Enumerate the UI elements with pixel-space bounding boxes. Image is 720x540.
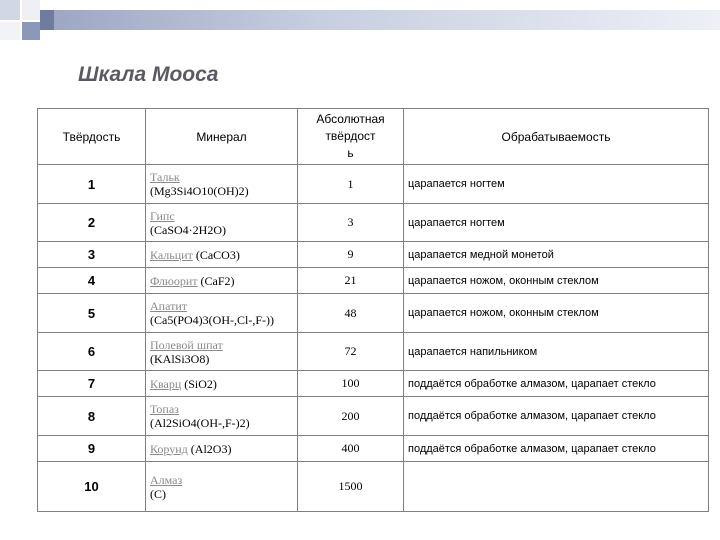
mineral-name-link[interactable]: Апатит: [150, 299, 188, 313]
header-absolute-line: твёрдост: [325, 129, 376, 143]
table-row: [38, 165, 709, 204]
hardness-value: 2: [38, 204, 146, 242]
absolute-hardness-value: 3: [298, 204, 404, 242]
workability-text: [404, 462, 709, 512]
mineral-cell: [146, 371, 298, 397]
table-row: [38, 436, 709, 462]
table-row: [38, 462, 709, 512]
hardness-value: 1: [38, 165, 146, 204]
mineral-formula: (C): [150, 486, 166, 501]
mineral-cell: [146, 436, 298, 462]
hardness-value: 8: [38, 397, 146, 436]
mineral-name-link[interactable]: Алмаз: [150, 472, 183, 487]
hardness-value: 6: [38, 333, 146, 371]
hardness-value: 10: [38, 462, 146, 512]
mineral-name-link[interactable]: Полевой шпат: [150, 337, 223, 352]
mineral-formula: (Al2O3): [190, 441, 232, 456]
absolute-hardness-value: 1: [298, 165, 404, 204]
mineral-cell: [146, 462, 298, 512]
mineral-name-link[interactable]: Флюорит: [150, 273, 198, 288]
mineral-name-link[interactable]: Кварц: [150, 376, 182, 391]
mineral-cell: [146, 333, 298, 371]
table-row: [38, 242, 709, 268]
mineral-cell: [146, 204, 298, 242]
mineral-formula: (CaSO4·2H2O): [150, 222, 226, 237]
table-row: [38, 204, 709, 242]
absolute-hardness-value: 200: [298, 397, 404, 436]
decor-square: [0, 0, 20, 20]
hardness-value: 4: [38, 268, 146, 294]
mineral-formula: (Mg3Si4O10(OH)2): [150, 184, 249, 198]
hardness-value: 9: [38, 436, 146, 462]
slide-title: Шкала Мооса: [78, 63, 219, 86]
absolute-hardness-value: 9: [298, 242, 404, 268]
mineral-formula: (KAlSi3O8): [150, 351, 210, 366]
workability-text: царапается ногтем: [404, 204, 709, 242]
header-mineral: Минерал: [146, 109, 298, 165]
mineral-formula: (Al2SiO4(OH-,F-)2): [150, 416, 250, 430]
hardness-value: 3: [38, 242, 146, 268]
workability-text: поддаётся обработке алмазом, царапает стекло: [404, 371, 709, 397]
workability-text: поддаётся обработке алмазом, царапает стекло: [404, 397, 709, 436]
mineral-cell: [146, 294, 298, 333]
mineral-name-link[interactable]: Кальцит: [150, 247, 193, 262]
mineral-name-link[interactable]: Тальк: [150, 170, 180, 184]
mineral-formula: (Ca5(PO4)3(OH-,Cl-,F-)): [150, 313, 274, 327]
absolute-hardness-value: 100: [298, 371, 404, 397]
mineral-cell: [146, 165, 298, 204]
workability-text: царапается ножом, оконным стеклом: [404, 268, 709, 294]
mineral-formula: (SiO2): [184, 376, 217, 391]
table-row: [38, 268, 709, 294]
table-header-row: [38, 109, 709, 165]
header-absolute-line: ь: [347, 146, 354, 160]
hardness-value: 5: [38, 294, 146, 333]
header-workability: Обрабатываемость: [404, 109, 709, 165]
header-band: [40, 10, 720, 30]
absolute-hardness-value: 72: [298, 333, 404, 371]
decor-square: [0, 22, 20, 40]
table-row: [38, 333, 709, 371]
decor-square: [22, 0, 40, 20]
workability-text: царапается ногтем: [404, 165, 709, 204]
absolute-hardness-value: 1500: [298, 462, 404, 512]
decor-square: [22, 22, 40, 40]
mineral-formula: (CaF2): [200, 273, 235, 288]
mohs-table: [37, 108, 709, 512]
workability-text: царапается медной монетой: [404, 242, 709, 268]
mineral-cell: [146, 268, 298, 294]
mineral-cell: [146, 242, 298, 268]
decor-square: [40, 10, 54, 30]
header-absolute-line: Абсолютная: [316, 112, 385, 126]
mineral-name-link[interactable]: Топаз: [150, 402, 179, 416]
table-row: [38, 397, 709, 436]
mineral-name-link[interactable]: Гипс: [150, 208, 175, 223]
mineral-name-link[interactable]: Корунд: [150, 441, 188, 456]
workability-text: царапается напильником: [404, 333, 709, 371]
hardness-value: 7: [38, 371, 146, 397]
workability-text: царапается ножом, оконным стеклом: [404, 294, 709, 333]
table-row: [38, 371, 709, 397]
absolute-hardness-value: 48: [298, 294, 404, 333]
table-row: [38, 294, 709, 333]
header-hardness: Твёрдость: [38, 109, 146, 165]
absolute-hardness-value: 400: [298, 436, 404, 462]
absolute-hardness-value: 21: [298, 268, 404, 294]
mineral-formula: (CaCO3): [195, 247, 240, 262]
header-absolute-hardness: [298, 109, 404, 165]
mineral-cell: [146, 397, 298, 436]
workability-text: поддаётся обработке алмазом, царапает стекло: [404, 436, 709, 462]
